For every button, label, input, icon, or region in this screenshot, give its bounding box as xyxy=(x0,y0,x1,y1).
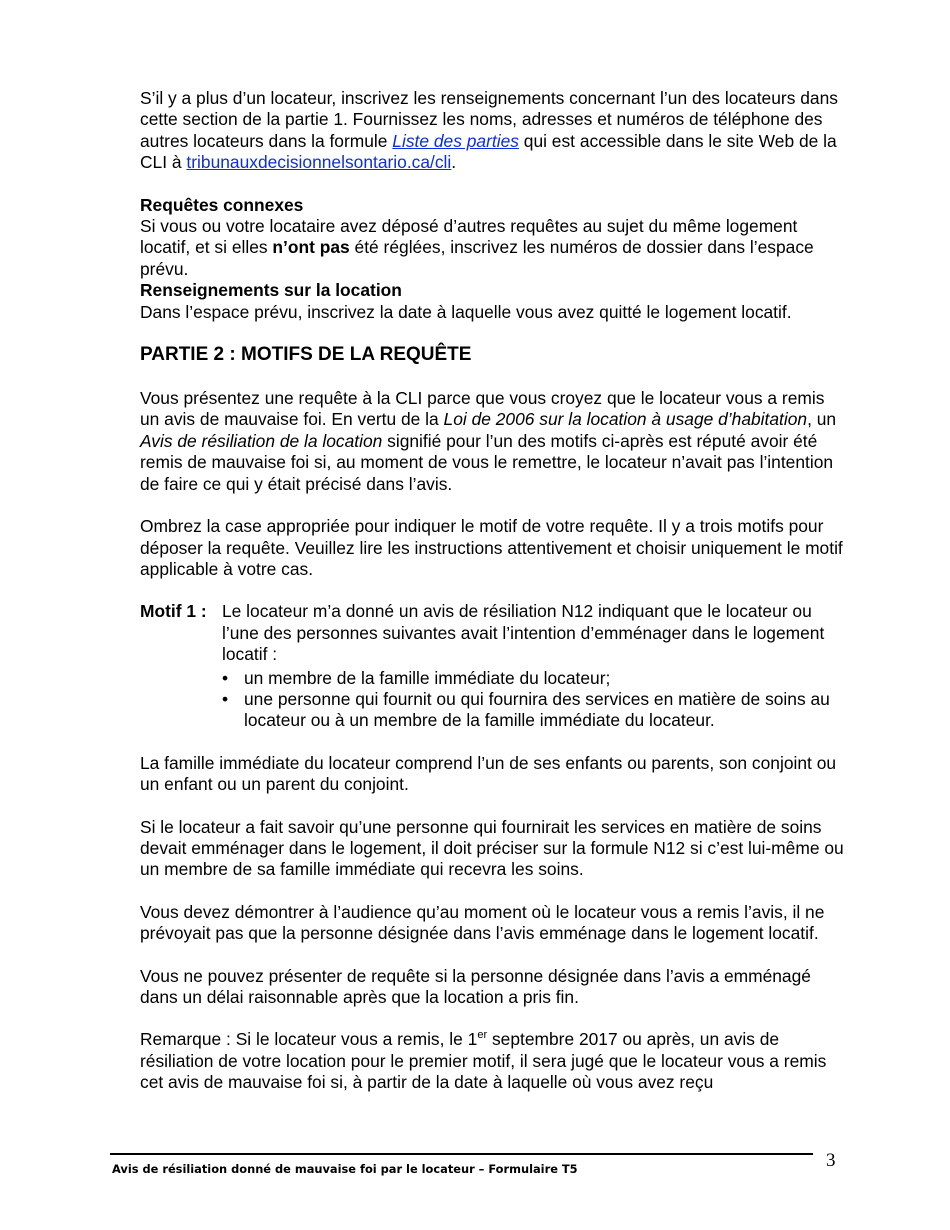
motif-1-text: Le locateur m’a donné un avis de résiliation N12 indiquant que le locateur ou l’une des personnes suivantes avait l’intention d’emménager dans le logement locatif : xyxy=(222,601,825,665)
part2-instructions-paragraph: Ombrez la case appropriée pour indiquer le motif de votre requête. Il y a trois motifs pour déposer la requête. Veuillez lire les instructions attentivement et choisir uniquement le motif applicable à votre cas. xyxy=(140,516,843,579)
related-applications-text: Si vous ou votre locataire avez déposé d’autres requêtes au sujet du même logement locatif, et si elles n’ont pas été réglées, inscrivez les numéros de dossier dans l’espace prévu. xyxy=(140,216,814,279)
immediate-family-paragraph: La famille immédiate du locateur comprend l’un de ses enfants ou parents, son conjoint ou un enfant ou un parent du conjoint. xyxy=(140,752,837,795)
motif-1-bullet-list xyxy=(222,668,845,732)
remark-paragraph: Remarque : Si le locateur vous a remis, le 1er septembre 2017 ou après, un avis de résiliation de votre location pour le premier motif, il sera jugé que le locateur vous a remis cet avis de mauvaise foi si, à partir de la date à laquelle où vous avez reçu xyxy=(140,1029,827,1093)
document-body xyxy=(140,88,845,1094)
list-item: • une personne qui fournit ou qui fournira des services en matière de soins au locateur ou à un membre de la famille immédiate du locateur. xyxy=(244,689,845,732)
list-item: • un membre de la famille immédiate du locateur; xyxy=(244,668,845,689)
footer-title: Avis de résiliation donné de mauvaise foi par le locateur – Formulaire T5 xyxy=(112,1162,578,1176)
cannot-apply-paragraph: Vous ne pouvez présenter de requête si la personne désignée dans l’avis a emménagé dans un délai raisonnable après que la location a pris fin. xyxy=(140,965,811,1007)
prove-at-hearing-paragraph: Vous devez démontrer à l’audience qu’au moment où le locateur vous a remis l’avis, il ne prévoyait pas que la personne désignée dans l’avis emménage dans le logement locatif. xyxy=(140,901,825,944)
intro-paragraph: S’il y a plus d’un locateur, inscrivez les renseignements concernant l’un des locateurs dans cette section de la partie 1. Fournissez les noms, adresses et numéros de téléphone des autres locateurs dans la formule Liste des parties qui est accessible dans le site Web de la CLI à tribunauxdecisionnelsontario.ca/cli. xyxy=(140,88,838,173)
motif-1-label: Motif 1 : xyxy=(140,601,207,622)
list-of-parties-link[interactable]: Liste des parties xyxy=(392,130,519,151)
page-number: 3 xyxy=(826,1150,836,1171)
footer-divider xyxy=(110,1153,813,1155)
part2-heading: PARTIE 2 : MOTIFS DE LA REQUÊTE xyxy=(140,344,472,366)
part2-intro-paragraph: Vous présentez une requête à la CLI parce que vous croyez que le locateur vous a remis un avis de mauvaise foi. En vertu de la Loi de 2006 sur la location à usage d’habitation, un Avis de résiliation de la location signifié pour l’un des motifs ci-après est réputé avoir été remis de mauvaise foi si, au moment de vous le remettre, le locateur n’avait pas l’intention de faire ce qui y était précisé dans l’avis. xyxy=(140,388,837,494)
tribunal-website-link[interactable]: tribunauxdecisionnelsontario.ca/cli xyxy=(186,152,452,173)
tenancy-info-text: Dans l’espace prévu, inscrivez la date à laquelle vous avez quitté le logement locatif. xyxy=(140,301,792,322)
related-applications-heading: Requêtes connexes xyxy=(140,194,304,215)
tenancy-info-heading: Renseignements sur la location xyxy=(140,280,402,301)
care-services-paragraph: Si le locateur a fait savoir qu’une personne qui fournirait les services en matière de soins devait emménager dans le logement, il doit préciser sur la formule N12 si c’est lui-même ou un membre de sa famille immédiate qui recevra les soins. xyxy=(140,816,844,880)
motif-1 xyxy=(140,601,845,731)
